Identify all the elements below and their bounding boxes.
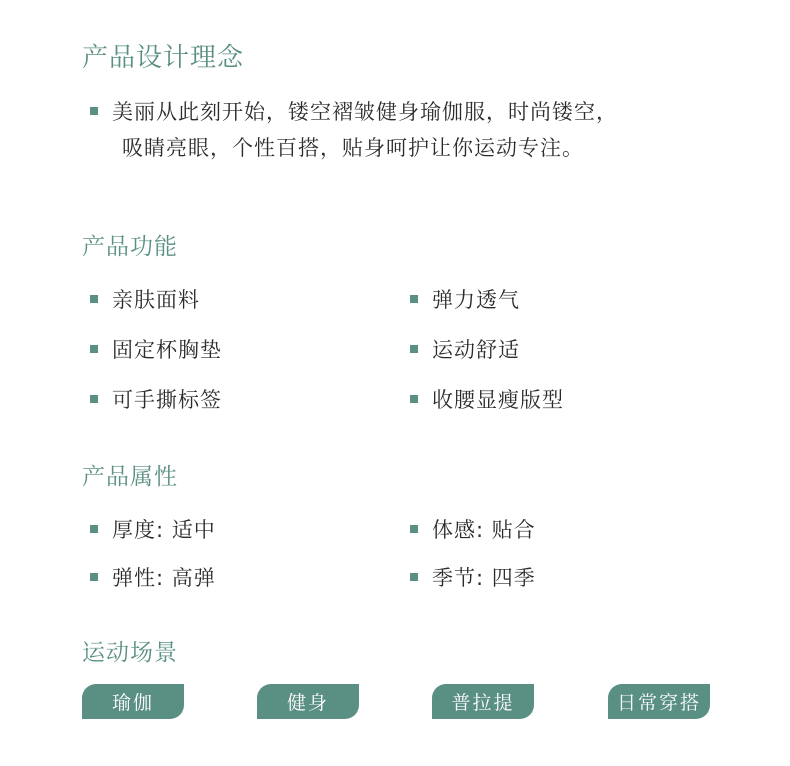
function-item-label: 弹力透气 (432, 288, 520, 312)
bullet-icon (90, 525, 98, 533)
function-item-label: 固定杯胸垫 (112, 338, 222, 362)
function-item (410, 334, 520, 364)
bullet-icon (90, 107, 98, 115)
function-item-label: 亲肤面料 (112, 288, 200, 312)
scene-tag-pilates: 普拉提 (432, 684, 534, 719)
bullet-icon (90, 395, 98, 403)
scene-tag-fitness: 健身 (257, 684, 359, 719)
attributes-title: 产品属性 (82, 464, 178, 490)
attribute-item-label: 季节: 四季 (432, 566, 536, 590)
attribute-item (410, 514, 536, 544)
scene-tag-yoga: 瑜伽 (82, 684, 184, 719)
concept-text (90, 94, 730, 166)
concept-line-2: 吸睛亮眼，个性百搭，贴身呵护让你运动专注。 (122, 136, 584, 160)
function-item (410, 384, 564, 414)
attribute-item-label: 弹性: 高弹 (112, 566, 216, 590)
bullet-icon (90, 295, 98, 303)
scene-tag-daily-wear: 日常穿搭 (608, 684, 710, 719)
attribute-item (90, 562, 216, 592)
concept-line-1-text: 美丽从此刻开始，镂空褶皱健身瑜伽服，时尚镂空， (112, 100, 618, 124)
function-item-label: 可手撕标签 (112, 388, 222, 412)
bullet-icon (410, 295, 418, 303)
bullet-icon (410, 395, 418, 403)
scenes-title: 运动场景 (82, 640, 178, 666)
bullet-icon (410, 525, 418, 533)
functions-title: 产品功能 (82, 234, 178, 260)
attribute-item-label: 体感: 贴合 (432, 518, 536, 542)
function-item-label: 收腰显瘦版型 (432, 388, 564, 412)
attribute-item-label: 厚度: 适中 (112, 518, 216, 542)
bullet-icon (410, 345, 418, 353)
bullet-icon (90, 573, 98, 581)
bullet-icon (90, 345, 98, 353)
concept-title: 产品设计理念 (82, 43, 245, 73)
bullet-icon (410, 573, 418, 581)
function-item (410, 284, 520, 314)
attribute-item (90, 514, 216, 544)
function-item (90, 384, 222, 414)
function-item-label: 运动舒适 (432, 338, 520, 362)
function-item (90, 334, 222, 364)
concept-line-1 (90, 94, 730, 130)
function-item (90, 284, 200, 314)
attribute-item (410, 562, 536, 592)
